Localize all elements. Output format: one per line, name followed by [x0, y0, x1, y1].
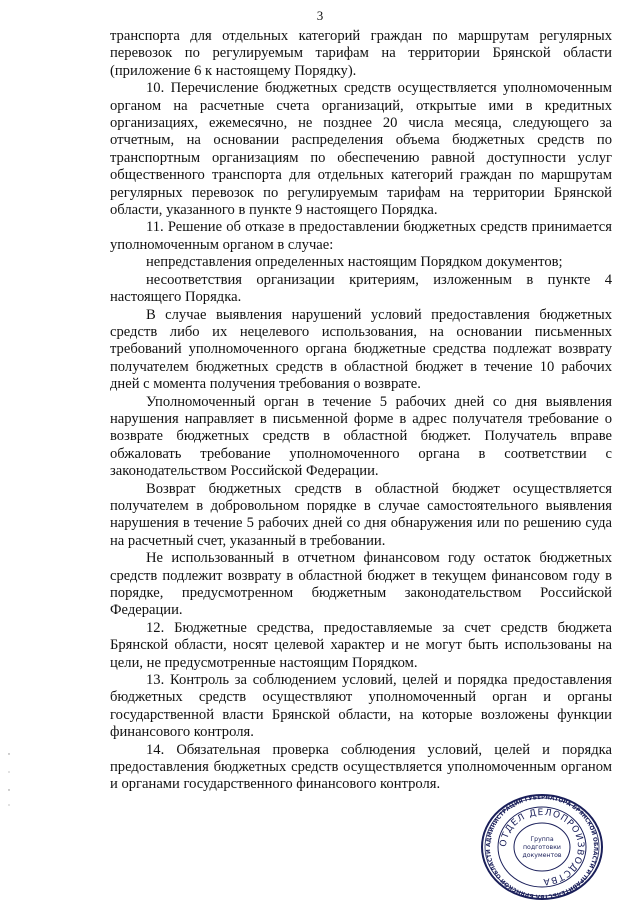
document-body	[110, 28, 612, 794]
paragraph-unused-balance: Не использованный в отчетном финансовом году остаток бюджетных средств подлежит возврату в областной бюджет в текущем финансовом году в порядке, предусмотренном бюджетным законодательством Российской Федерации.	[110, 550, 612, 619]
scan-margin-marks	[6, 750, 12, 810]
paragraph-notification: Уполномоченный орган в течение 5 рабочих дней со дня выявления нарушения направляет в письменной форме в адрес получателя требование о возврате бюджетных средств в областной бюджет. Получатель вправе обжаловать требование уполномоченного органа в соответствии с законодательством Российской Федерации.	[110, 393, 612, 480]
stamp-center-line-3: документов	[522, 852, 562, 859]
paragraph-11: 11. Решение об отказе в предоставлении бюджетных средств принимается уполномоченным органом в случае:	[110, 219, 612, 253]
paragraph-12: 12. Бюджетные средства, предоставляемые за счет средств бюджета Брянской области, носят целевой характер и не могут быть использованы на цели, не предусмотренные настоящим Порядком.	[110, 619, 612, 671]
paragraph-11-item-1: непредставления определенных настоящим Порядком документов;	[146, 254, 563, 271]
paragraph-continuation: транспорта для отдельных категорий граждан по маршрутам регулярных перевозок по регулируемым тарифам на территории Брянской области (приложение 6 к настоящему Порядку).	[110, 28, 612, 79]
paragraph-voluntary-return: Возврат бюджетных средств в областной бюджет осуществляется получателем в добровольном порядке в случае самостоятельного выявления нарушения в течение 5 рабочих дней со дня обнаружения или по решению суда на расчетный счет, указанный в требовании.	[110, 480, 612, 549]
page-number: 3	[316, 8, 324, 23]
paragraph-14: 14. Обязательная проверка соблюдения условий, целей и порядка предоставления бюджетных средств осуществляется уполномоченным органом и органами государственного финансового контроля.	[110, 741, 612, 793]
paragraph-10: 10. Перечисление бюджетных средств осуществляется уполномоченным органом на расчетные счета организаций, открытые ими в кредитных организациях, ежемесячно, не позднее 20 числа месяца, следующего за отчетным, на основании распределения объема бюджетных средств по транспортным организациям по обеспечению равной доступности услуг общественного транспорта для отдельных категорий граждан по маршрутам регулярных перевозок по регулируемым тарифам на территории Брянской области, указанного в пункте 9 настоящего Порядка.	[110, 80, 612, 219]
department-stamp	[478, 792, 606, 902]
stamp-outer-ring-text: АДМИНИСТРАЦИЯ ГУБЕРНАТОРА БРЯНСКОЙ ОБЛАСТИ И ПРАВИТЕЛЬСТВА БРЯНСКОЙ ОБЛАСТИ	[485, 794, 599, 900]
paragraph-13: 13. Контроль за соблюдением условий, целей и порядка предоставления бюджетных средств осуществляют уполномоченный орган и органы государственной власти Брянской области, на которые возложены функции финансового контроля.	[110, 672, 612, 741]
paragraph-violations: В случае выявления нарушений условий предоставления бюджетных средств либо их нецелевого использования, на основании письменных требований уполномоченного органа бюджетные средства подлежат возврату получателем бюджетных средств в областной бюджет в течение 10 рабочих дней с момента получения требования о возврате.	[110, 306, 612, 393]
stamp-center-line-1: Группа	[530, 836, 554, 843]
stamp-center-line-2: подготовки	[523, 844, 561, 851]
paragraph-11-item-2: несоответствия организации критериям, изложенным в пункте 4 настоящего Порядка.	[110, 271, 612, 306]
stamp-inner-ring-text: ОТДЕЛ ДЕЛОПРОИЗВОДСТВА	[498, 807, 586, 887]
